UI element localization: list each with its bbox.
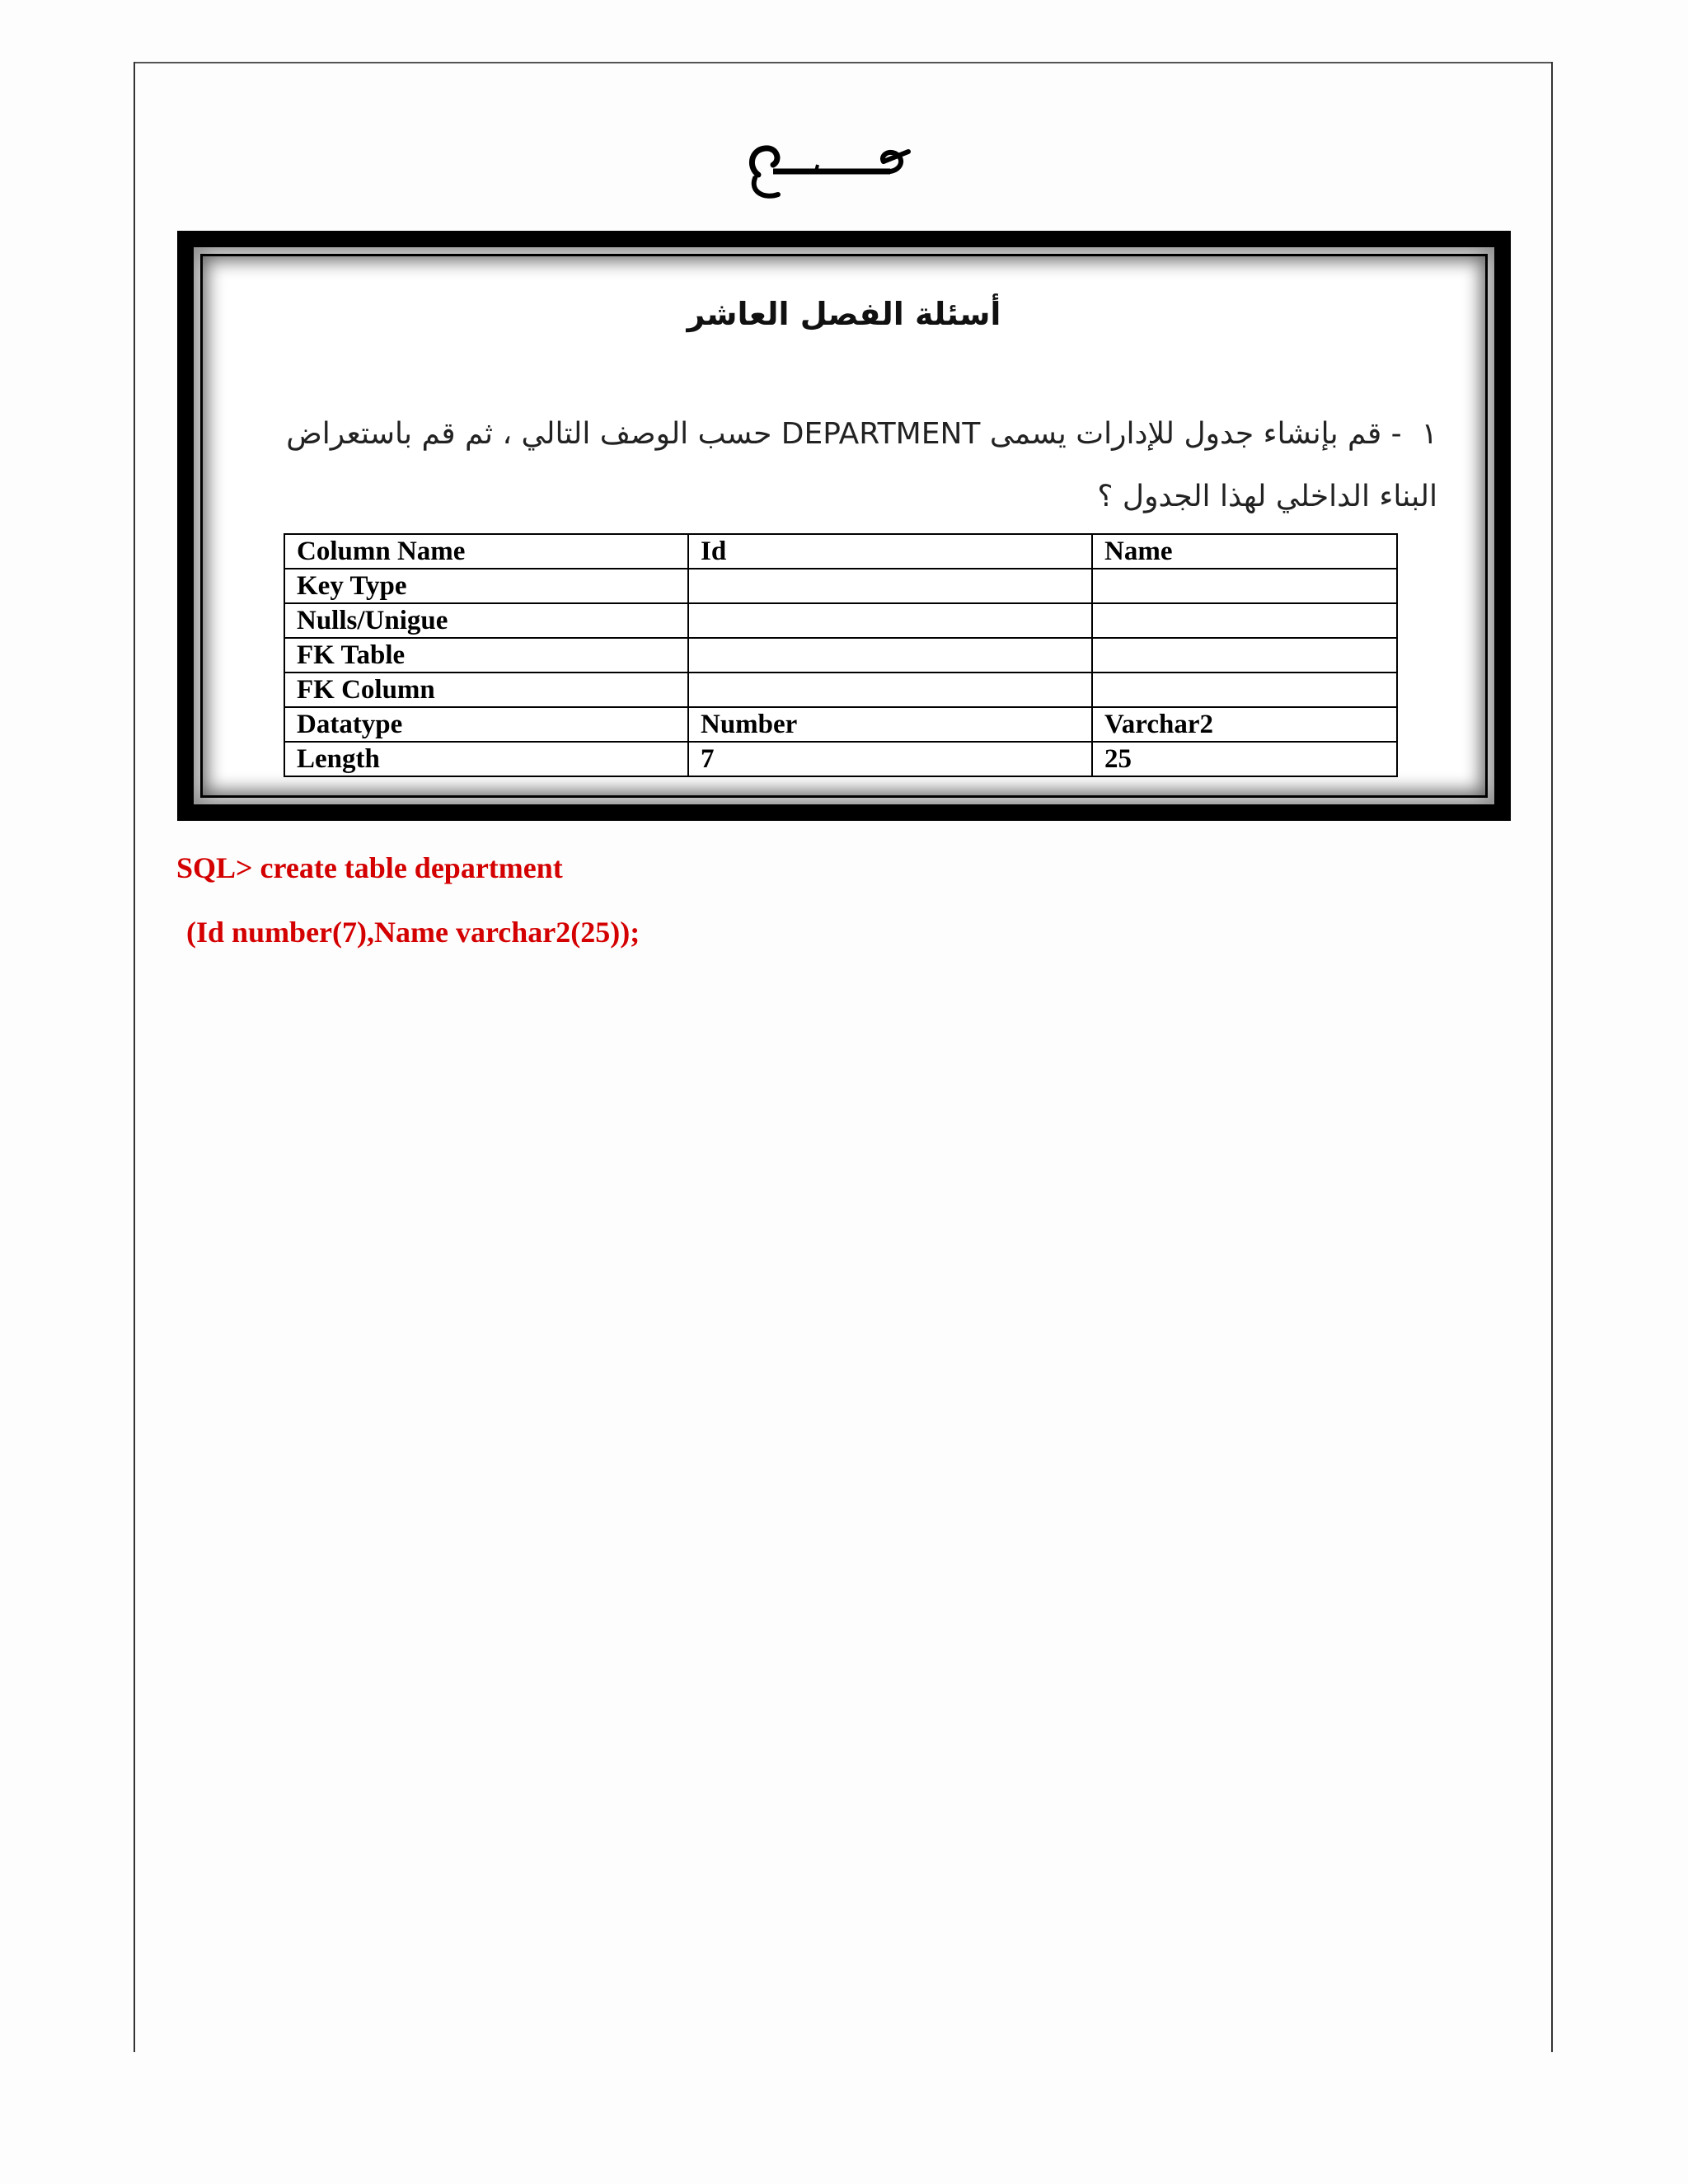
question-text: - قم بإنشاء جدول للإدارات يسمى DEPARTMENT حسب الوصف التالي ، ثم قم باستعراض البناء الداخلي لهذا الجدول ؟ bbox=[286, 417, 1437, 513]
table-row bbox=[284, 673, 1397, 707]
table-row bbox=[284, 534, 1397, 569]
page-border-top bbox=[134, 62, 1553, 63]
frame-shadow bbox=[200, 254, 1488, 798]
table-cell: Datatype bbox=[284, 707, 688, 742]
table-cell: Key Type bbox=[284, 569, 688, 603]
table-cell bbox=[688, 673, 1092, 707]
sql-answer-line-1: SQL> create table department bbox=[176, 851, 563, 884]
table-row bbox=[284, 638, 1397, 673]
table-cell: Id bbox=[688, 534, 1092, 569]
table-cell: Name bbox=[1092, 534, 1397, 569]
table-cell: Nulls/Unigue bbox=[284, 603, 688, 638]
department-spec-table bbox=[284, 533, 1398, 777]
solution-calligraphy-heading bbox=[725, 132, 923, 206]
table-cell: Column Name bbox=[284, 534, 688, 569]
table-cell: Varchar2 bbox=[1092, 707, 1397, 742]
table-row bbox=[284, 707, 1397, 742]
question-number: ١ bbox=[1421, 417, 1437, 451]
table-cell bbox=[1092, 638, 1397, 673]
page-border-left bbox=[134, 62, 135, 2052]
table-cell bbox=[1092, 673, 1397, 707]
table-cell: 25 bbox=[1092, 742, 1397, 776]
table-cell: Number bbox=[688, 707, 1092, 742]
table-cell bbox=[1092, 569, 1397, 603]
question-frame bbox=[177, 231, 1511, 821]
table-cell bbox=[688, 603, 1092, 638]
sql-answer-line-2: (Id number(7),Name varchar2(25)); bbox=[186, 916, 640, 949]
table-row bbox=[284, 742, 1397, 776]
table-cell bbox=[688, 569, 1092, 603]
table-cell: Length bbox=[284, 742, 688, 776]
table-row bbox=[284, 569, 1397, 603]
table-cell: FK Table bbox=[284, 638, 688, 673]
table-row bbox=[284, 603, 1397, 638]
table-cell: 7 bbox=[688, 742, 1092, 776]
chapter-title: أسئلة الفصل العاشر bbox=[687, 296, 1001, 332]
question-text-block bbox=[226, 403, 1437, 528]
table-cell bbox=[688, 638, 1092, 673]
page-border-right bbox=[1551, 62, 1553, 2052]
question-frame-inner bbox=[190, 244, 1498, 808]
table-cell: FK Column bbox=[284, 673, 688, 707]
table-cell bbox=[1092, 603, 1397, 638]
